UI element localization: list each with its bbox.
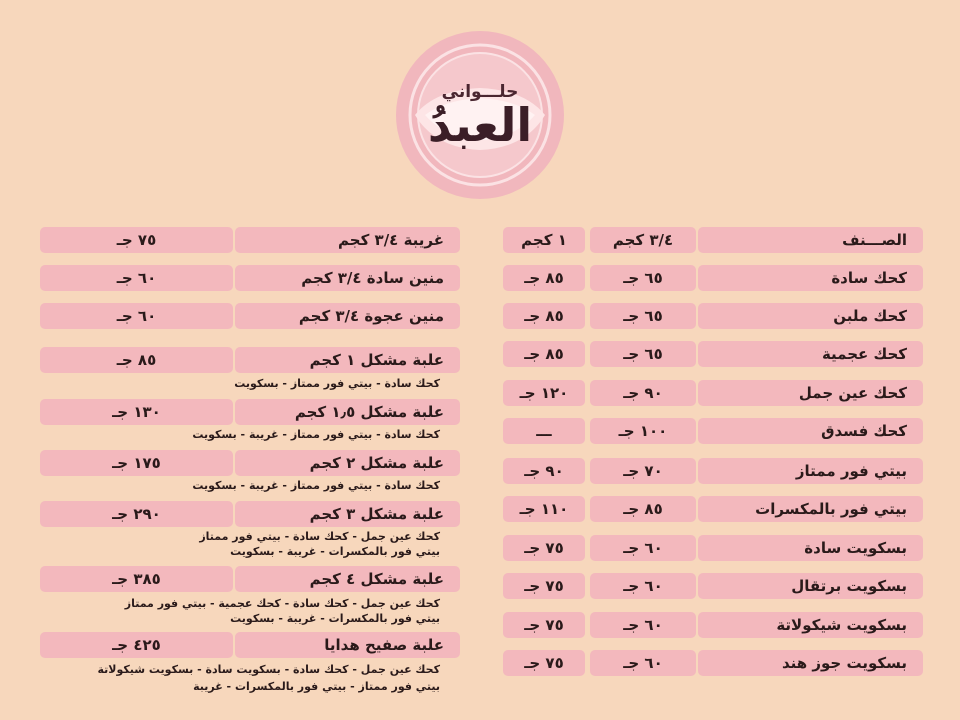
item-name: علبة مشكل ٤ كجم bbox=[235, 566, 460, 592]
item-name: علبة مشكل ٣ كجم bbox=[235, 501, 460, 527]
price-1kg: ٧٥ جـ bbox=[503, 573, 585, 599]
table-row bbox=[40, 265, 460, 291]
item-price: ٦٠ جـ bbox=[40, 265, 233, 291]
table-row bbox=[503, 265, 923, 291]
price-1kg: ٧٥ جـ bbox=[503, 650, 585, 676]
logo-subtitle: حلـــواني bbox=[441, 82, 519, 102]
price-1kg: ٨٥ جـ bbox=[503, 341, 585, 367]
item-price: ١٣٠ جـ bbox=[40, 399, 233, 425]
table-row bbox=[40, 399, 460, 425]
table-row bbox=[40, 347, 460, 373]
price-3-4kg: ٦٥ جـ bbox=[590, 265, 696, 291]
price-3-4kg: ١٠٠ جـ bbox=[590, 418, 696, 444]
item-name: بسكويت شيكولاتة bbox=[698, 612, 923, 638]
box-contents-note: كحك عين جمل - كحك سادة - بسكويت سادة - بسكويت شيكولاتة bbox=[97, 663, 440, 676]
box-contents-note: كحك سادة - بيتي فور ممتاز - غريبة - بسكويت bbox=[192, 428, 440, 441]
table-row bbox=[503, 535, 923, 561]
table-row bbox=[503, 380, 923, 406]
brand-logo bbox=[395, 30, 565, 200]
logo-title: العبدُ bbox=[427, 98, 533, 152]
item-name: كحك سادة bbox=[698, 265, 923, 291]
table-row bbox=[503, 573, 923, 599]
item-name: بسكويت سادة bbox=[698, 535, 923, 561]
table-row bbox=[40, 501, 460, 527]
item-name: كحك عجمية bbox=[698, 341, 923, 367]
table-row bbox=[40, 303, 460, 329]
item-name: كحك فسدق bbox=[698, 418, 923, 444]
table-row bbox=[503, 458, 923, 484]
box-contents-note: كحك عين جمل - كحك سادة - كحك عجمية - بيتي فور ممتاز bbox=[124, 597, 440, 610]
item-name: بسكويت جوز هند bbox=[698, 650, 923, 676]
box-contents-note: كحك عين جمل - كحك سادة - بيتي فور ممتاز bbox=[199, 530, 440, 543]
table-row bbox=[40, 450, 460, 476]
table-row bbox=[503, 303, 923, 329]
price-1kg: ٩٠ جـ bbox=[503, 458, 585, 484]
box-contents-note: كحك سادة - بيتي فور ممتاز - بسكويت bbox=[234, 377, 440, 390]
price-1kg: ٨٥ جـ bbox=[503, 265, 585, 291]
price-3-4kg: ٧٠ جـ bbox=[590, 458, 696, 484]
price-3-4kg: ٦٥ جـ bbox=[590, 341, 696, 367]
item-name: بيتي فور بالمكسرات bbox=[698, 496, 923, 522]
price-3-4kg: ٦٠ جـ bbox=[590, 650, 696, 676]
box-contents-note: بيتي فور ممتاز - بيتي فور بالمكسرات - غريبة bbox=[193, 680, 440, 693]
item-price: ٢٩٠ جـ bbox=[40, 501, 233, 527]
item-name: منين سادة ٣/٤ كجم bbox=[235, 265, 460, 291]
item-price: ٤٢٥ جـ bbox=[40, 632, 233, 658]
price-3-4kg: ٩٠ جـ bbox=[590, 380, 696, 406]
item-name: علبة مشكل ١ كجم bbox=[235, 347, 460, 373]
price-3-4kg: ٨٥ جـ bbox=[590, 496, 696, 522]
price-1kg: ١٢٠ جـ bbox=[503, 380, 585, 406]
item-price: ٣٨٥ جـ bbox=[40, 566, 233, 592]
item-name: كحك عين جمل bbox=[698, 380, 923, 406]
table-row bbox=[503, 612, 923, 638]
price-3-4kg: ٦٠ جـ bbox=[590, 535, 696, 561]
price-3-4kg: ٦٥ جـ bbox=[590, 303, 696, 329]
item-name: بسكويت برتقال bbox=[698, 573, 923, 599]
item-name: كحك ملبن bbox=[698, 303, 923, 329]
box-contents-note: كحك سادة - بيتي فور ممتاز - غريبة - بسكويت bbox=[192, 479, 440, 492]
price-1kg: ٨٥ جـ bbox=[503, 303, 585, 329]
price-1kg: ـــ bbox=[503, 418, 585, 444]
price-1kg: ٧٥ جـ bbox=[503, 612, 585, 638]
table-row bbox=[503, 418, 923, 444]
table-row bbox=[40, 632, 460, 658]
price-3-4kg: ٦٠ جـ bbox=[590, 573, 696, 599]
item-name: علبة مشكل ٢ كجم bbox=[235, 450, 460, 476]
item-price: ٨٥ جـ bbox=[40, 347, 233, 373]
table-row bbox=[40, 227, 460, 253]
item-name: غريبة ٣/٤ كجم bbox=[235, 227, 460, 253]
header-col-1kg: ١ كجم bbox=[503, 227, 585, 253]
item-price: ٧٥ جـ bbox=[40, 227, 233, 253]
table-row bbox=[40, 566, 460, 592]
header-col-3-4kg: ٣/٤ كجم bbox=[590, 227, 696, 253]
item-name: علبة صفيح هدايا bbox=[235, 632, 460, 658]
item-name: علبة مشكل ١٫٥ كجم bbox=[235, 399, 460, 425]
box-contents-note: بيتي فور بالمكسرات - غريبة - بسكويت bbox=[230, 545, 440, 558]
item-name: بيتي فور ممتاز bbox=[698, 458, 923, 484]
right-table-header bbox=[503, 227, 923, 253]
item-price: ١٧٥ جـ bbox=[40, 450, 233, 476]
table-row bbox=[503, 650, 923, 676]
price-3-4kg: ٦٠ جـ bbox=[590, 612, 696, 638]
header-item-name: الصـــنف bbox=[698, 227, 923, 253]
price-1kg: ٧٥ جـ bbox=[503, 535, 585, 561]
box-contents-note: بيتي فور بالمكسرات - غريبة - بسكويت bbox=[230, 612, 440, 625]
table-row bbox=[503, 496, 923, 522]
item-price: ٦٠ جـ bbox=[40, 303, 233, 329]
price-1kg: ١١٠ جـ bbox=[503, 496, 585, 522]
table-row bbox=[503, 341, 923, 367]
item-name: منين عجوة ٣/٤ كجم bbox=[235, 303, 460, 329]
